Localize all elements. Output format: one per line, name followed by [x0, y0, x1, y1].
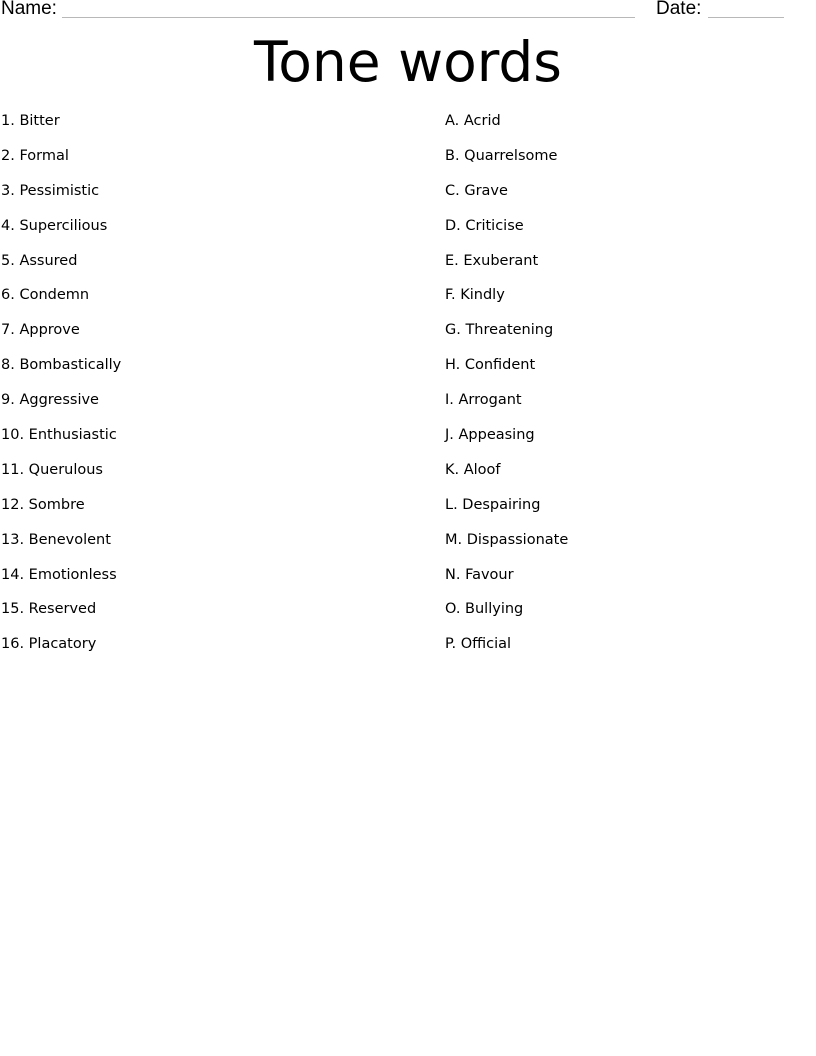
term-item: 8. Bombastically [1, 357, 122, 374]
definition-item: E. Exuberant [445, 252, 539, 269]
term-item: 1. Bitter [1, 113, 60, 129]
definition-item: L. Despairing [445, 496, 541, 513]
page-title: Tone words [254, 30, 562, 94]
definition-item: J. Appeasing [445, 427, 535, 444]
term-item: 10. Enthusiastic [1, 427, 117, 444]
definition-item: M. Dispassionate [445, 531, 569, 548]
date-label: Date: [656, 0, 702, 19]
definition-item: F. Kindly [445, 287, 505, 304]
term-item: 7. Approve [1, 322, 80, 339]
terms-list [1, 112, 121, 670]
term-item: 9. Aggressive [1, 392, 99, 409]
term-item: 14. Emotionless [1, 566, 117, 583]
definition-item: D. Criticise [445, 217, 524, 234]
worksheet-header [0, 0, 816, 22]
definition-item: G. Threatening [445, 322, 554, 339]
term-item: 3. Pessimistic [1, 182, 100, 199]
definition-item: I. Arrogant [445, 392, 522, 409]
definition-item: O. Bullying [445, 601, 524, 618]
term-item: 4. Supercilious [1, 217, 108, 234]
term-item: 13. Benevolent [1, 531, 111, 548]
definition-item: H. Confident [445, 357, 536, 374]
term-item: 5. Assured [1, 252, 78, 269]
date-field-line[interactable] [708, 17, 784, 18]
term-item: 6. Condemn [1, 287, 90, 304]
definition-item: K. Aloof [445, 461, 501, 478]
term-item: 16. Placatory [1, 636, 97, 653]
term-item: 11. Querulous [1, 461, 103, 478]
definitions-list [445, 112, 568, 670]
name-label: Name: [1, 0, 57, 19]
term-item: 12. Sombre [1, 496, 85, 513]
definition-item: B. Quarrelsome [445, 147, 558, 164]
term-item: 15. Reserved [1, 601, 97, 618]
name-field-line[interactable] [62, 17, 635, 18]
definition-item: C. Grave [445, 182, 508, 199]
definition-item: P. Official [445, 636, 512, 653]
term-item: 2. Formal [1, 147, 69, 164]
definition-item: A. Acrid [445, 113, 501, 129]
definition-item: N. Favour [445, 566, 514, 583]
